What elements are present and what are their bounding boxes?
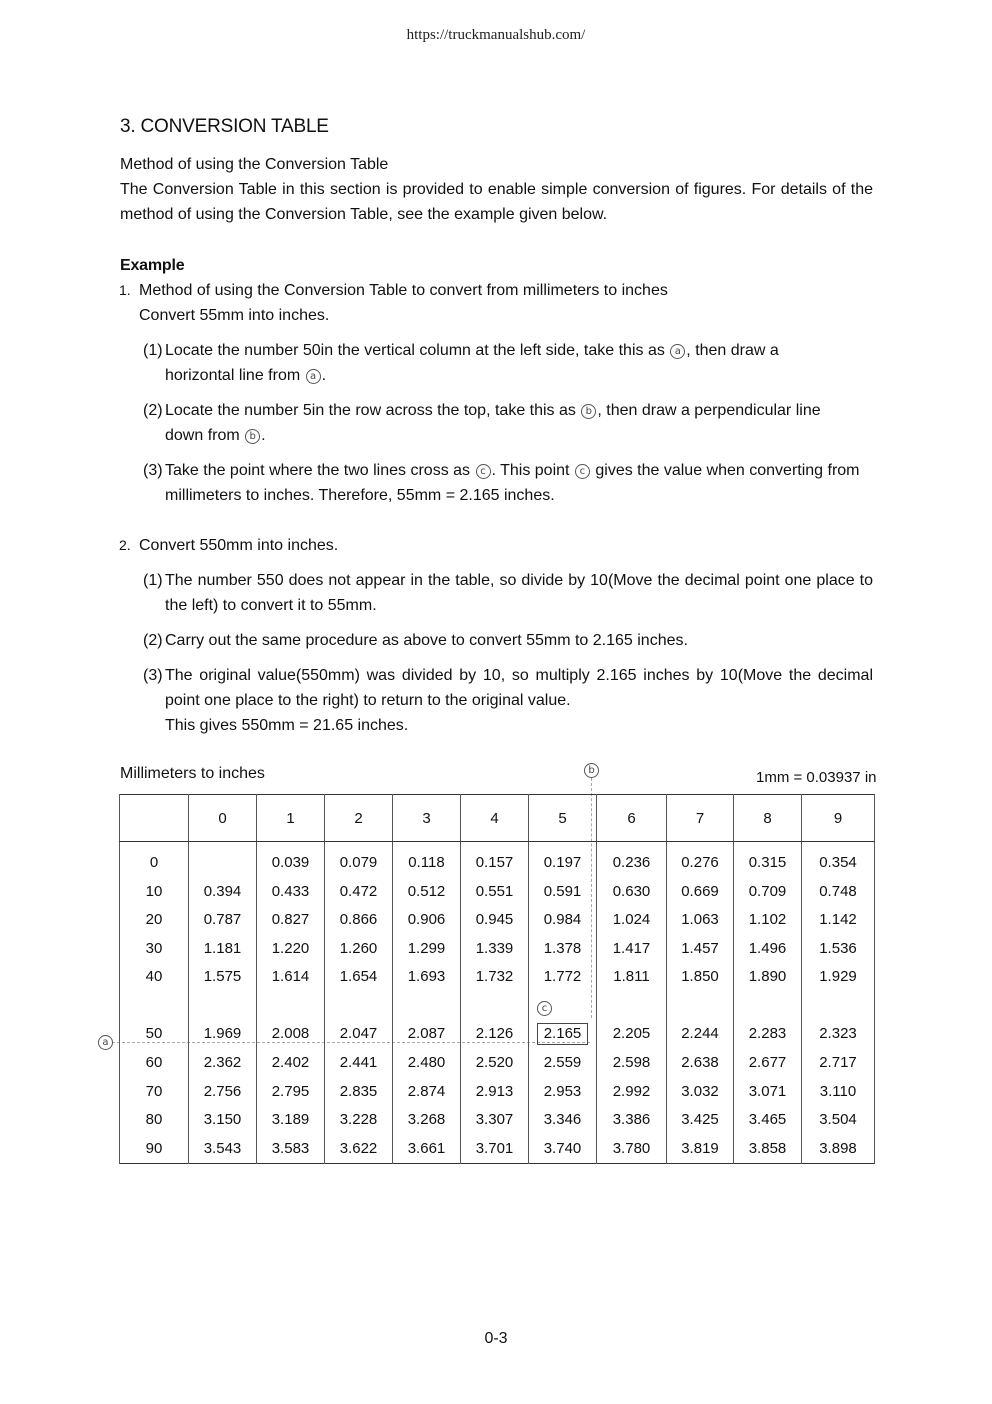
table-cell: 1.339 [461,934,529,963]
marker-c-icon: c [476,464,491,479]
table-cell [529,1020,597,1049]
table-cell: 0.866 [325,905,393,934]
table-row [120,934,875,963]
step-text-part: Take the point where the two lines cross as [165,462,471,479]
table-cell: 0.197 [529,842,597,877]
table-row [120,1134,875,1163]
table-cell: 1.063 [667,905,734,934]
step-text-part: , then draw a horizontal line from [165,342,779,384]
table-cell: 1.024 [597,905,667,934]
intro-body: The Conversion Table in this section is provided to enable simple conversion of figures. For details of the method of using the Conversion Table, see the example given below. [120,181,873,223]
page-number: 0-3 [484,1330,508,1347]
table-cell: 3.543 [189,1134,257,1163]
table-row [120,1048,875,1077]
table-cell: 3.780 [597,1134,667,1163]
marker-b-icon: b [584,763,599,778]
table-cell [189,842,257,877]
table-cell: 3.425 [667,1106,734,1135]
step-text-part: . [261,427,266,444]
table-cell: 2.087 [393,1020,461,1049]
step-number: (3) [143,667,163,684]
table-cell: 1.811 [597,963,667,992]
table-cell: 3.701 [461,1134,529,1163]
table-cell: 3.504 [802,1106,875,1135]
table-cell: 0.315 [734,842,802,877]
table-cell: 0.827 [257,905,325,934]
column-header: 5 [529,795,597,842]
marker-a-icon: a [670,344,685,359]
table-cell: 0.433 [257,877,325,906]
table-row [120,905,875,934]
table-cell: 2.913 [461,1077,529,1106]
table-cell: 2.362 [189,1048,257,1077]
table-cell: 0.472 [325,877,393,906]
step-text [165,398,863,448]
row-label: 30 [120,934,189,963]
row-label: 10 [120,877,189,906]
table-cell: 2.402 [257,1048,325,1077]
example1-step-2 [143,398,863,448]
table-cell: 0.276 [667,842,734,877]
table-cell: 1.457 [667,934,734,963]
table-cell: 2.244 [667,1020,734,1049]
table-cell: 2.480 [393,1048,461,1077]
column-header [120,795,189,842]
table-row [120,963,875,992]
table-cell: 1.772 [529,963,597,992]
example2-step-1 [143,568,873,618]
row-label: 50 [120,1020,189,1049]
table-cell: 3.583 [257,1134,325,1163]
table-cell: 2.953 [529,1077,597,1106]
step-text: The number 550 does not appear in the table, so divide by 10(Move the decimal point one place to the left) to convert it to 55mm. [165,572,873,614]
source-url: https://truckmanualshub.com/ [406,27,586,43]
table-cell: 2.638 [667,1048,734,1077]
table-cell: 2.441 [325,1048,393,1077]
table-cell: 0.748 [802,877,875,906]
marker-c-icon: c [575,464,590,479]
table-row [120,1077,875,1106]
column-header: 8 [734,795,802,842]
spacer-cell [393,991,461,1019]
step-number: (1) [143,342,163,359]
step-text-part: Locate the number 50in the vertical column at the left side, take this as [165,342,665,359]
example2-number: 2. [119,537,131,553]
step-text-part: , then draw a perpendicular line down from [165,402,821,444]
table-cell: 2.283 [734,1020,802,1049]
example2-step-3 [143,663,873,738]
row-label: 90 [120,1134,189,1163]
table-cell: 3.858 [734,1134,802,1163]
table-cell: 3.307 [461,1106,529,1135]
table-cell: 3.268 [393,1106,461,1135]
table-cell: 1.693 [393,963,461,992]
row-label: 0 [120,842,189,877]
table-cell: 3.740 [529,1134,597,1163]
column-header: 9 [802,795,875,842]
column-header: 4 [461,795,529,842]
table-ratio: 1mm = 0.03937 in [756,769,877,786]
row-label: 20 [120,905,189,934]
table-cell: 2.717 [802,1048,875,1077]
table-cell: 1.142 [802,905,875,934]
column-header: 6 [597,795,667,842]
table-cell: 1.969 [189,1020,257,1049]
table-cell: 0.630 [597,877,667,906]
table-cell: 2.520 [461,1048,529,1077]
table-cell: 1.260 [325,934,393,963]
table-label: Millimeters to inches [120,765,265,782]
example1-line1: Method of using the Conversion Table to convert from millimeters to inches [139,282,668,299]
table-cell: 3.386 [597,1106,667,1135]
table-cell: 1.890 [734,963,802,992]
spacer-cell [120,991,189,1019]
table-cell: 2.323 [802,1020,875,1049]
table-cell: 2.756 [189,1077,257,1106]
example1-step-3 [143,458,873,508]
marker-c-icon: c [537,1001,552,1016]
example2-line1: Convert 550mm into inches. [139,537,339,554]
table-cell: 0.079 [325,842,393,877]
table-cell: 2.677 [734,1048,802,1077]
intro-title: Method of using the Conversion Table [120,156,389,173]
table-row [120,1020,875,1049]
table-cell: 2.047 [325,1020,393,1049]
table-cell: 0.551 [461,877,529,906]
table-cell: 0.039 [257,842,325,877]
table-cell: 1.929 [802,963,875,992]
marker-a-icon: a [306,369,321,384]
step-text [165,338,843,388]
row-label: 40 [120,963,189,992]
table-cell: 0.709 [734,877,802,906]
example1-step-1 [143,338,843,388]
table-cell: 0.512 [393,877,461,906]
step-number: (3) [143,462,163,479]
table-cell: 3.898 [802,1134,875,1163]
table-cell: 1.575 [189,963,257,992]
column-header: 0 [189,795,257,842]
table-row [120,1106,875,1135]
conversion-table [119,794,875,1164]
table-cell: 0.118 [393,842,461,877]
marker-b-icon: b [581,404,596,419]
table-cell: 1.102 [734,905,802,934]
step-number: (2) [143,632,163,649]
table-cell: 0.906 [393,905,461,934]
step-text-part: Locate the number 5in the row across the top, take this as [165,402,576,419]
step-text-result: This gives 550mm = 21.65 inches. [165,717,409,734]
table-cell: 0.945 [461,905,529,934]
row-label: 60 [120,1048,189,1077]
step-number: (1) [143,572,163,589]
spacer-cell [189,991,257,1019]
table-cell: 1.496 [734,934,802,963]
row-label: 80 [120,1106,189,1135]
spacer-cell [802,991,875,1019]
step-text-part: . This point [491,462,570,479]
table-cell: 1.299 [393,934,461,963]
example2-step-2 [143,628,873,653]
section-title: 3. CONVERSION TABLE [120,116,329,137]
table-cell: 0.669 [667,877,734,906]
table-cell: 2.559 [529,1048,597,1077]
table-cell: 3.661 [393,1134,461,1163]
table-cell: 3.819 [667,1134,734,1163]
table-cell: 2.874 [393,1077,461,1106]
column-header: 3 [393,795,461,842]
table-cell: 0.157 [461,842,529,877]
example1-number: 1. [119,282,131,298]
table-cell: 3.032 [667,1077,734,1106]
table-cell: 2.992 [597,1077,667,1106]
marker-b-icon: b [245,429,260,444]
table-cell: 2.598 [597,1048,667,1077]
table-cell: 0.984 [529,905,597,934]
spacer-cell [734,991,802,1019]
table-cell: 1.654 [325,963,393,992]
table-row [120,842,875,877]
table-cell: 2.795 [257,1077,325,1106]
highlighted-cell-value: 2.165 [537,1023,589,1045]
spacer-cell [529,991,597,1019]
table-cell: 3.228 [325,1106,393,1135]
table-cell: 1.536 [802,934,875,963]
table-cell: 2.205 [597,1020,667,1049]
table-cell: 1.850 [667,963,734,992]
step-text: Carry out the same procedure as above to convert 55mm to 2.165 inches. [165,632,688,649]
table-cell: 1.181 [189,934,257,963]
table-cell: 3.071 [734,1077,802,1106]
step-text-part: . [321,367,327,384]
step-text [165,458,873,508]
table-cell: 1.614 [257,963,325,992]
table-cell: 2.008 [257,1020,325,1049]
spacer-cell [667,991,734,1019]
spacer-cell [461,991,529,1019]
table-cell: 1.378 [529,934,597,963]
table-cell: 1.220 [257,934,325,963]
table-row [120,877,875,906]
step-text-part: gives the value when converting from millimeters to inches. Therefore, 55mm = 2.165 inches. [165,462,860,504]
spacer-cell [597,991,667,1019]
step-text: The original value(550mm) was divided by 10, so multiply 2.165 inches by 10(Move the decimal point one place to the right) to return to the original value. [165,667,873,709]
table-cell: 2.835 [325,1077,393,1106]
table-spacer-row [120,991,875,1019]
table-cell: 3.622 [325,1134,393,1163]
column-header: 2 [325,795,393,842]
example-label: Example [120,257,185,274]
spacer-cell [325,991,393,1019]
example1-line2: Convert 55mm into inches. [139,307,330,324]
spacer-cell [257,991,325,1019]
table-cell: 0.394 [189,877,257,906]
table-cell: 3.189 [257,1106,325,1135]
table-cell: 1.732 [461,963,529,992]
table-header-row [120,795,875,842]
table-cell: 0.354 [802,842,875,877]
column-header: 1 [257,795,325,842]
table-cell: 3.346 [529,1106,597,1135]
table-body [120,842,875,1164]
marker-a-icon: a [98,1035,113,1050]
table-cell: 0.236 [597,842,667,877]
table-cell: 0.787 [189,905,257,934]
table-cell: 1.417 [597,934,667,963]
table-cell: 2.126 [461,1020,529,1049]
table-cell: 3.110 [802,1077,875,1106]
row-label: 70 [120,1077,189,1106]
table-cell: 3.150 [189,1106,257,1135]
step-number: (2) [143,402,163,419]
table-cell: 3.465 [734,1106,802,1135]
table-cell: 0.591 [529,877,597,906]
column-header: 7 [667,795,734,842]
